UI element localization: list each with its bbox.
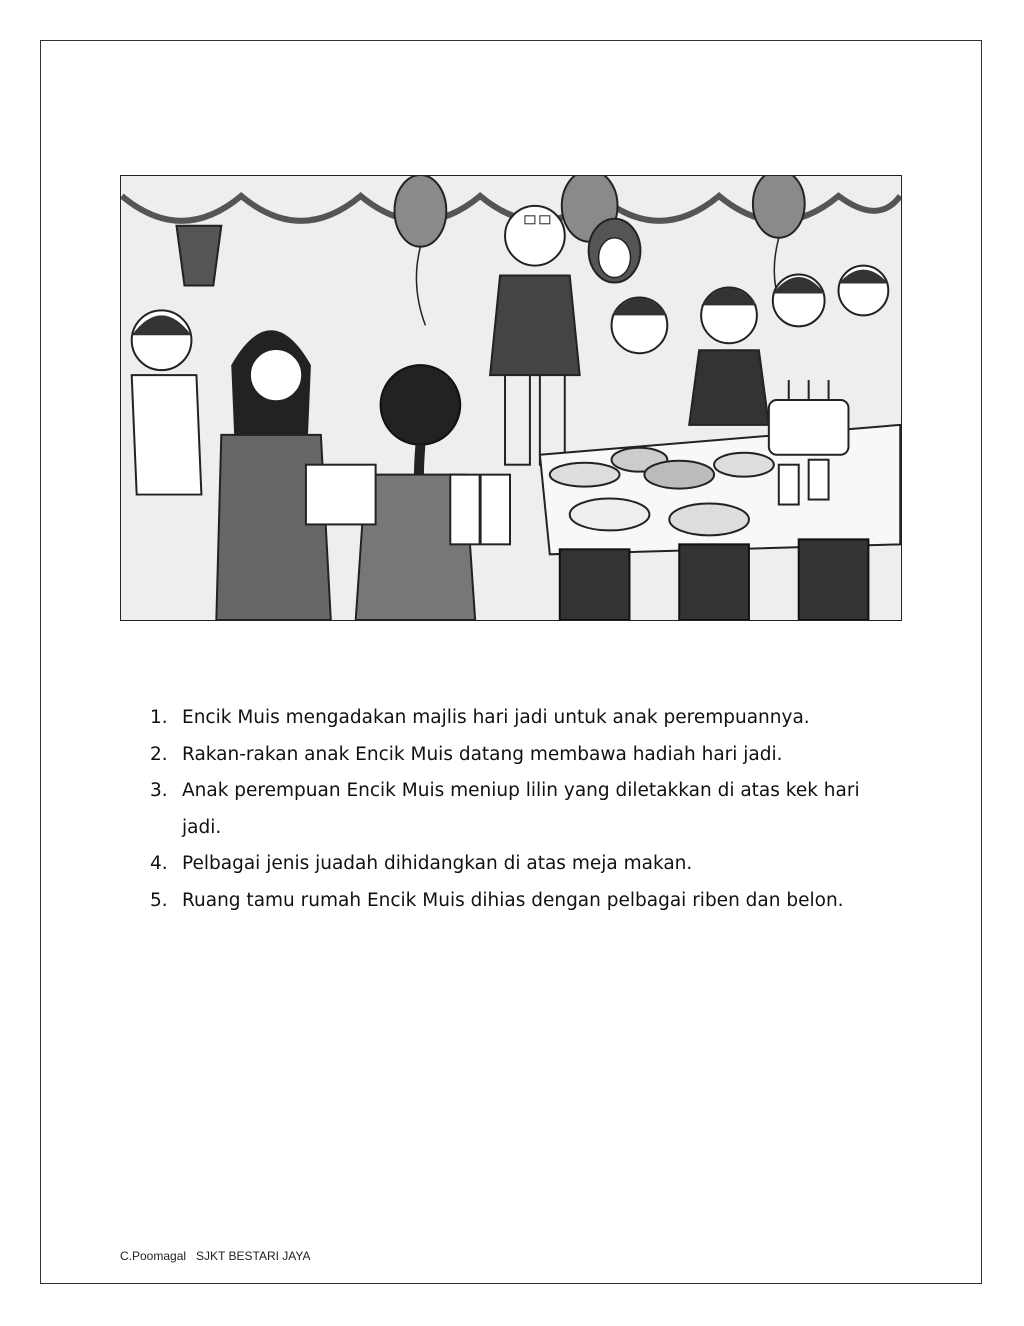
item-text: Encik Muis mengadakan majlis hari jadi untuk anak perempuannya. (182, 707, 810, 728)
list-item (150, 883, 910, 920)
sentence-list (150, 700, 910, 919)
item-number: 5. (150, 889, 168, 911)
birthday-party-illustration (120, 175, 902, 621)
item-number: 4. (150, 853, 168, 874)
footer-author: C.Poomagal SJKT BESTARI JAYA (120, 1249, 311, 1263)
item-number: 1. (150, 707, 168, 728)
item-text: Anak perempuan Encik Muis meniup lilin yang diletakkan di atas kek hari jadi. (182, 780, 860, 838)
item-number: 3. (150, 780, 168, 801)
item-text: Pelbagai jenis juadah dihidangkan di atas meja makan. (182, 853, 693, 874)
list-item (150, 846, 910, 883)
list-item (150, 700, 910, 737)
item-text: Rakan-rakan anak Encik Muis datang membawa hadiah hari jadi. (182, 743, 783, 765)
list-item (150, 773, 910, 846)
item-text: Ruang tamu rumah Encik Muis dihias dengan pelbagai riben dan belon. (182, 889, 844, 911)
list-item (150, 737, 910, 774)
item-number: 2. (150, 743, 168, 765)
